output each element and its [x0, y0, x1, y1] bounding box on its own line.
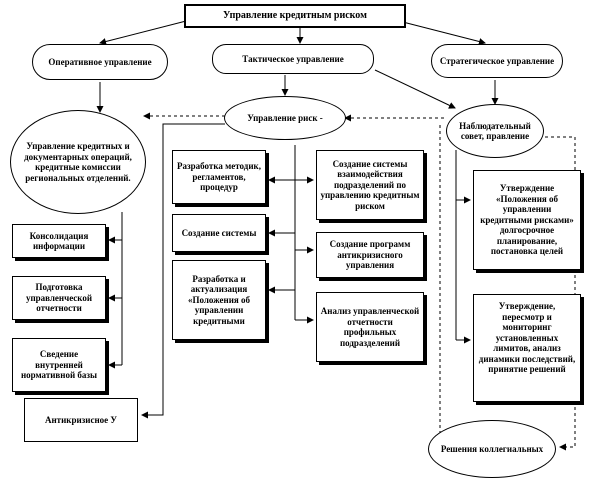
supervisory-board-label: Наблюдательный совет, правление	[459, 120, 531, 141]
approve-limits-label: Утверждение, пересмотр и мониторинг установленных лимитов, анализ динамики последствий, принятие решений	[478, 301, 576, 374]
anticrisis-u-label: Антикризисное У	[45, 414, 117, 425]
interaction-system-label: Создание системы взаимодействия подразделений по управлению кредитным риском	[320, 158, 420, 211]
supervisory-board-ellipse	[446, 104, 544, 158]
anticrisis-program-box	[316, 232, 424, 278]
anticrisis-program-label: Создание программ антикризисного управления	[329, 239, 411, 271]
operational-management-box	[32, 44, 168, 80]
collegial-decisions-ellipse	[428, 420, 556, 478]
consolidation-box	[12, 224, 106, 258]
create-system-label: Создание системы	[181, 227, 257, 238]
risk-department-ellipse	[224, 96, 346, 140]
approve-limits-box	[473, 294, 581, 402]
report-analysis-box	[316, 292, 424, 362]
reporting-box	[12, 276, 106, 320]
reporting-label: Подготовка управленческой отчетности	[25, 282, 93, 314]
title-box	[184, 4, 406, 28]
approve-policy-label: Утверждение «Положения об управлении кредитными рисками» долгосрочное планирование, постановка целей	[480, 183, 574, 257]
create-system-box	[172, 214, 266, 252]
methods-label: Разработка методик, регламентов, процедур	[177, 161, 261, 193]
policy-update-label: Разработка и актуализация «Положения об управлении кредитными	[187, 273, 251, 326]
operational-management-label: Оперативное управление	[48, 56, 152, 67]
report-analysis-label: Анализ управленческой отчетности профильных подразделений	[320, 306, 420, 348]
tactical-management-box	[212, 44, 374, 74]
anticrisis-u-box	[24, 398, 138, 442]
internal-base-box	[12, 338, 106, 392]
approve-policy-box	[473, 170, 581, 270]
risk-department-label: Управление риск -	[247, 112, 323, 123]
internal-base-label: Сведение внутренней нормативной базы	[20, 349, 98, 381]
consolidation-label: Консолидация информации	[29, 230, 89, 251]
strategic-management-box	[431, 44, 563, 78]
strategic-management-label: Стратегическое управление	[439, 55, 555, 66]
methods-box	[172, 150, 266, 204]
title-label: Управление кредитным риском	[223, 9, 367, 21]
tactical-management-label: Тактическое управление	[242, 53, 344, 64]
ops-committee-ellipse	[10, 110, 146, 214]
policy-update-box	[172, 260, 266, 340]
interaction-system-box	[316, 150, 424, 220]
ops-committee-label: Управление кредитных и документарных операций, кредитные комиссии региональных отделений.	[24, 141, 132, 183]
collegial-decisions-label: Решения коллегиальных	[440, 443, 544, 454]
